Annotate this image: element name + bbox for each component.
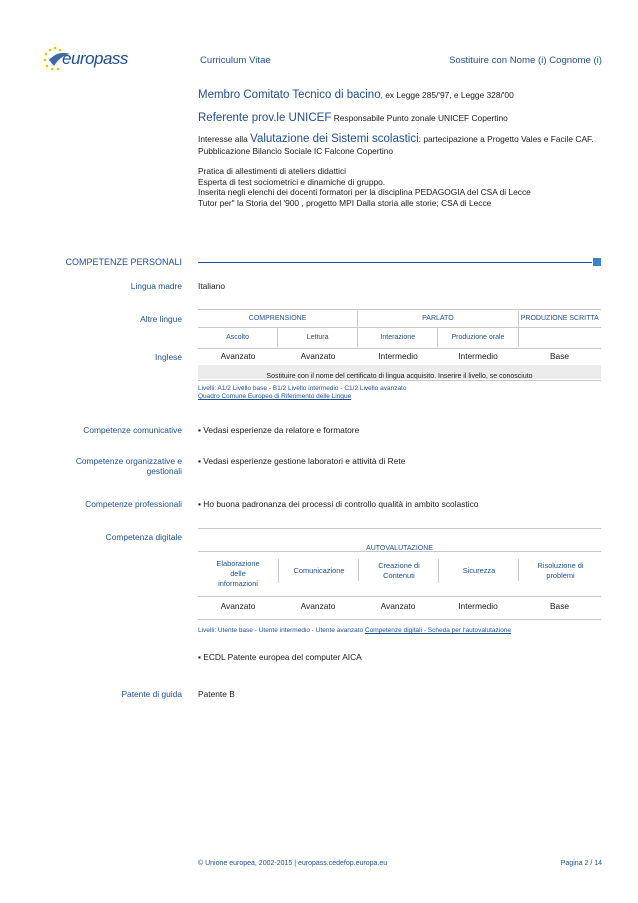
languages-header-rule [198,348,601,349]
languages-top-rule [198,309,601,310]
organizational-label-line-2: gestionali [146,466,182,476]
organizational-text: Vedasi esperienze gestione laboratori e attività di Rete [203,456,406,466]
name-placeholder: Sostituire con Nome (i) Cognome (i) [448,55,602,66]
bullet-icon: ▪ [198,456,204,466]
experience-line-3 [198,132,608,146]
ecdl-text: ECDL Patente europea del computer AICA [203,652,362,662]
col-risoluzione [518,559,602,581]
digital-columns-rule [198,596,601,597]
header-parlato: PARLATO [358,311,518,327]
certificate-text: Sostituire con il nome del certificato di lingua acquisito. Inserire il livello, se conosciuto [266,373,533,380]
col-creazione-text: Creazione di Contenuti [378,561,420,580]
professional-text: Ho buona padronanza dei processi di controllo qualità in ambito scolastico [203,499,479,509]
col-comunicazione [278,559,359,583]
other-languages-label: Altre lingue [140,314,182,324]
digital-levels-text: Livelli: Utente base - Utente intermedio - Utente avanzato [198,627,365,634]
experience-line-5: Pratica di allestimenti di ateliers didattici [198,166,347,177]
digital-level-3: Avanzato [380,601,416,611]
bullet-icon: ▪ [198,425,204,435]
digital-label: Competenza digitale [105,532,182,542]
cefr-levels-note: Livelli: A1/2 Livello base - B1/2 Livello intermedio - C1/2 Livello avanzato [198,385,407,392]
unicef-detail: Responsabile Punto zonale UNICEF Copertino [331,113,508,123]
certificate-row [198,365,601,379]
mother-tongue-label: Lingua madre [130,281,182,291]
experience-line-6: Esperta di test sociometrici e dinamiche di gruppo. [198,176,386,187]
europass-logo [40,44,140,74]
level-ascolto: Avanzato [220,351,256,361]
bullet-icon: ▪ [198,499,204,509]
committee-title: Membro Comitato Tecnico di bacino [198,89,381,101]
experience-block [198,88,608,208]
digital-level-5: Base [549,601,570,611]
digital-level-1: Avanzato [220,601,256,611]
doc-title: Curriculum Vitae [200,55,271,66]
experience-line-1 [198,88,608,102]
logo-text: europass [62,49,128,68]
col-creazione [358,559,439,581]
interest-prefix: Interesse alla [198,134,251,144]
level-interazione: Intermedio [378,351,418,361]
communicative-value [198,425,359,435]
subheader-ascolto: Ascolto [226,333,250,341]
organizational-label [76,456,182,476]
digital-self-assessment-link[interactable]: Competenze digitali - Scheda per l'autovalutazione [364,627,512,634]
communicative-text: Vedasi esperienze da relatore e formatore [203,425,360,435]
valutazione-title: Valutazione dei Sistemi scolastici [250,133,419,145]
digital-header-rule [198,551,601,552]
subheader-interazione: Interazione [358,327,438,347]
driving-license-value: Patente B [198,689,235,699]
organizational-value [198,456,405,466]
col-elaborazione-text: Elaborazione delle informazioni [216,559,260,588]
digital-level-2: Avanzato [300,601,336,611]
english-label: Inglese [154,352,182,362]
section-title: COMPETENZE PERSONALI [65,257,182,267]
organizational-label-line-1: Competenze organizzative e [75,456,182,466]
level-produzione-orale: Intermedio [458,351,498,361]
level-scritta: Base [549,351,570,361]
unicef-title: Referente prov.le UNICEF [198,112,332,124]
cefr-link[interactable]: Quadro Comune Europeo di Riferimento delle Lingue [198,393,352,400]
autovalutazione-title: AUTOVALUTAZIONE [366,545,433,552]
experience-line-2 [198,111,608,125]
header-produzione-scritta: PRODUZIONE SCRITTA [518,311,601,327]
subheader-lettura: Lettura [278,327,358,347]
valutazione-detail: : partecipazione a Progetto Vales e Facile CAF. [418,134,594,144]
digital-bottom-rule [198,619,601,620]
level-lettura: Avanzato [300,351,336,361]
languages-bottom-rule [198,380,601,381]
footer-page-number: Pagina 2 / 14 [560,860,602,867]
driving-license-label: Patente di guida [121,689,182,699]
digital-levels-row [198,601,601,614]
professional-label: Competenze professionali [85,499,182,509]
section-rule [198,262,592,263]
languages-table [198,311,601,347]
col-sicurezza-text: Sicurezza [462,566,496,575]
footer-copyright[interactable]: © Unione europea, 2002-2015 | europass.cedefop.europa.eu [198,860,388,867]
digital-top-rule [198,528,601,529]
digital-level-4: Intermedio [458,601,498,611]
subheader-produzione-orale: Produzione orale [438,327,518,347]
communicative-label: Competenze comunicative [83,425,182,435]
experience-line-4: Pubblicazione Bilancio Sociale IC Falcone Copertino [198,146,394,156]
mother-tongue-value: Italiano [198,281,226,291]
ecdl-value [198,652,362,662]
col-comunicazione-text: Comunicazione [293,566,345,575]
digital-levels-note [198,627,511,634]
col-risoluzione-text: Risoluzione di problemi [537,561,584,580]
committee-detail: , ex Legge 285/'97, e Legge 328/'00 [380,90,514,100]
col-sicurezza [438,559,519,583]
experience-line-7: Inserita negli elenchi dei docenti formatori per la disciplina PEDAGOGIA del CSA di Lecce [198,187,531,198]
experience-line-8: Tutor per" la Storia del '900 , progetto MPI Dalla storia alle storie; CSA di Lecce [198,197,492,208]
section-square-icon [593,258,601,266]
header-comprensione: COMPRENSIONE [248,315,307,323]
bullet-icon: ▪ [198,652,204,662]
digital-columns [198,553,601,593]
col-elaborazione [198,559,278,589]
professional-value [198,499,478,509]
english-levels-row [198,351,601,364]
